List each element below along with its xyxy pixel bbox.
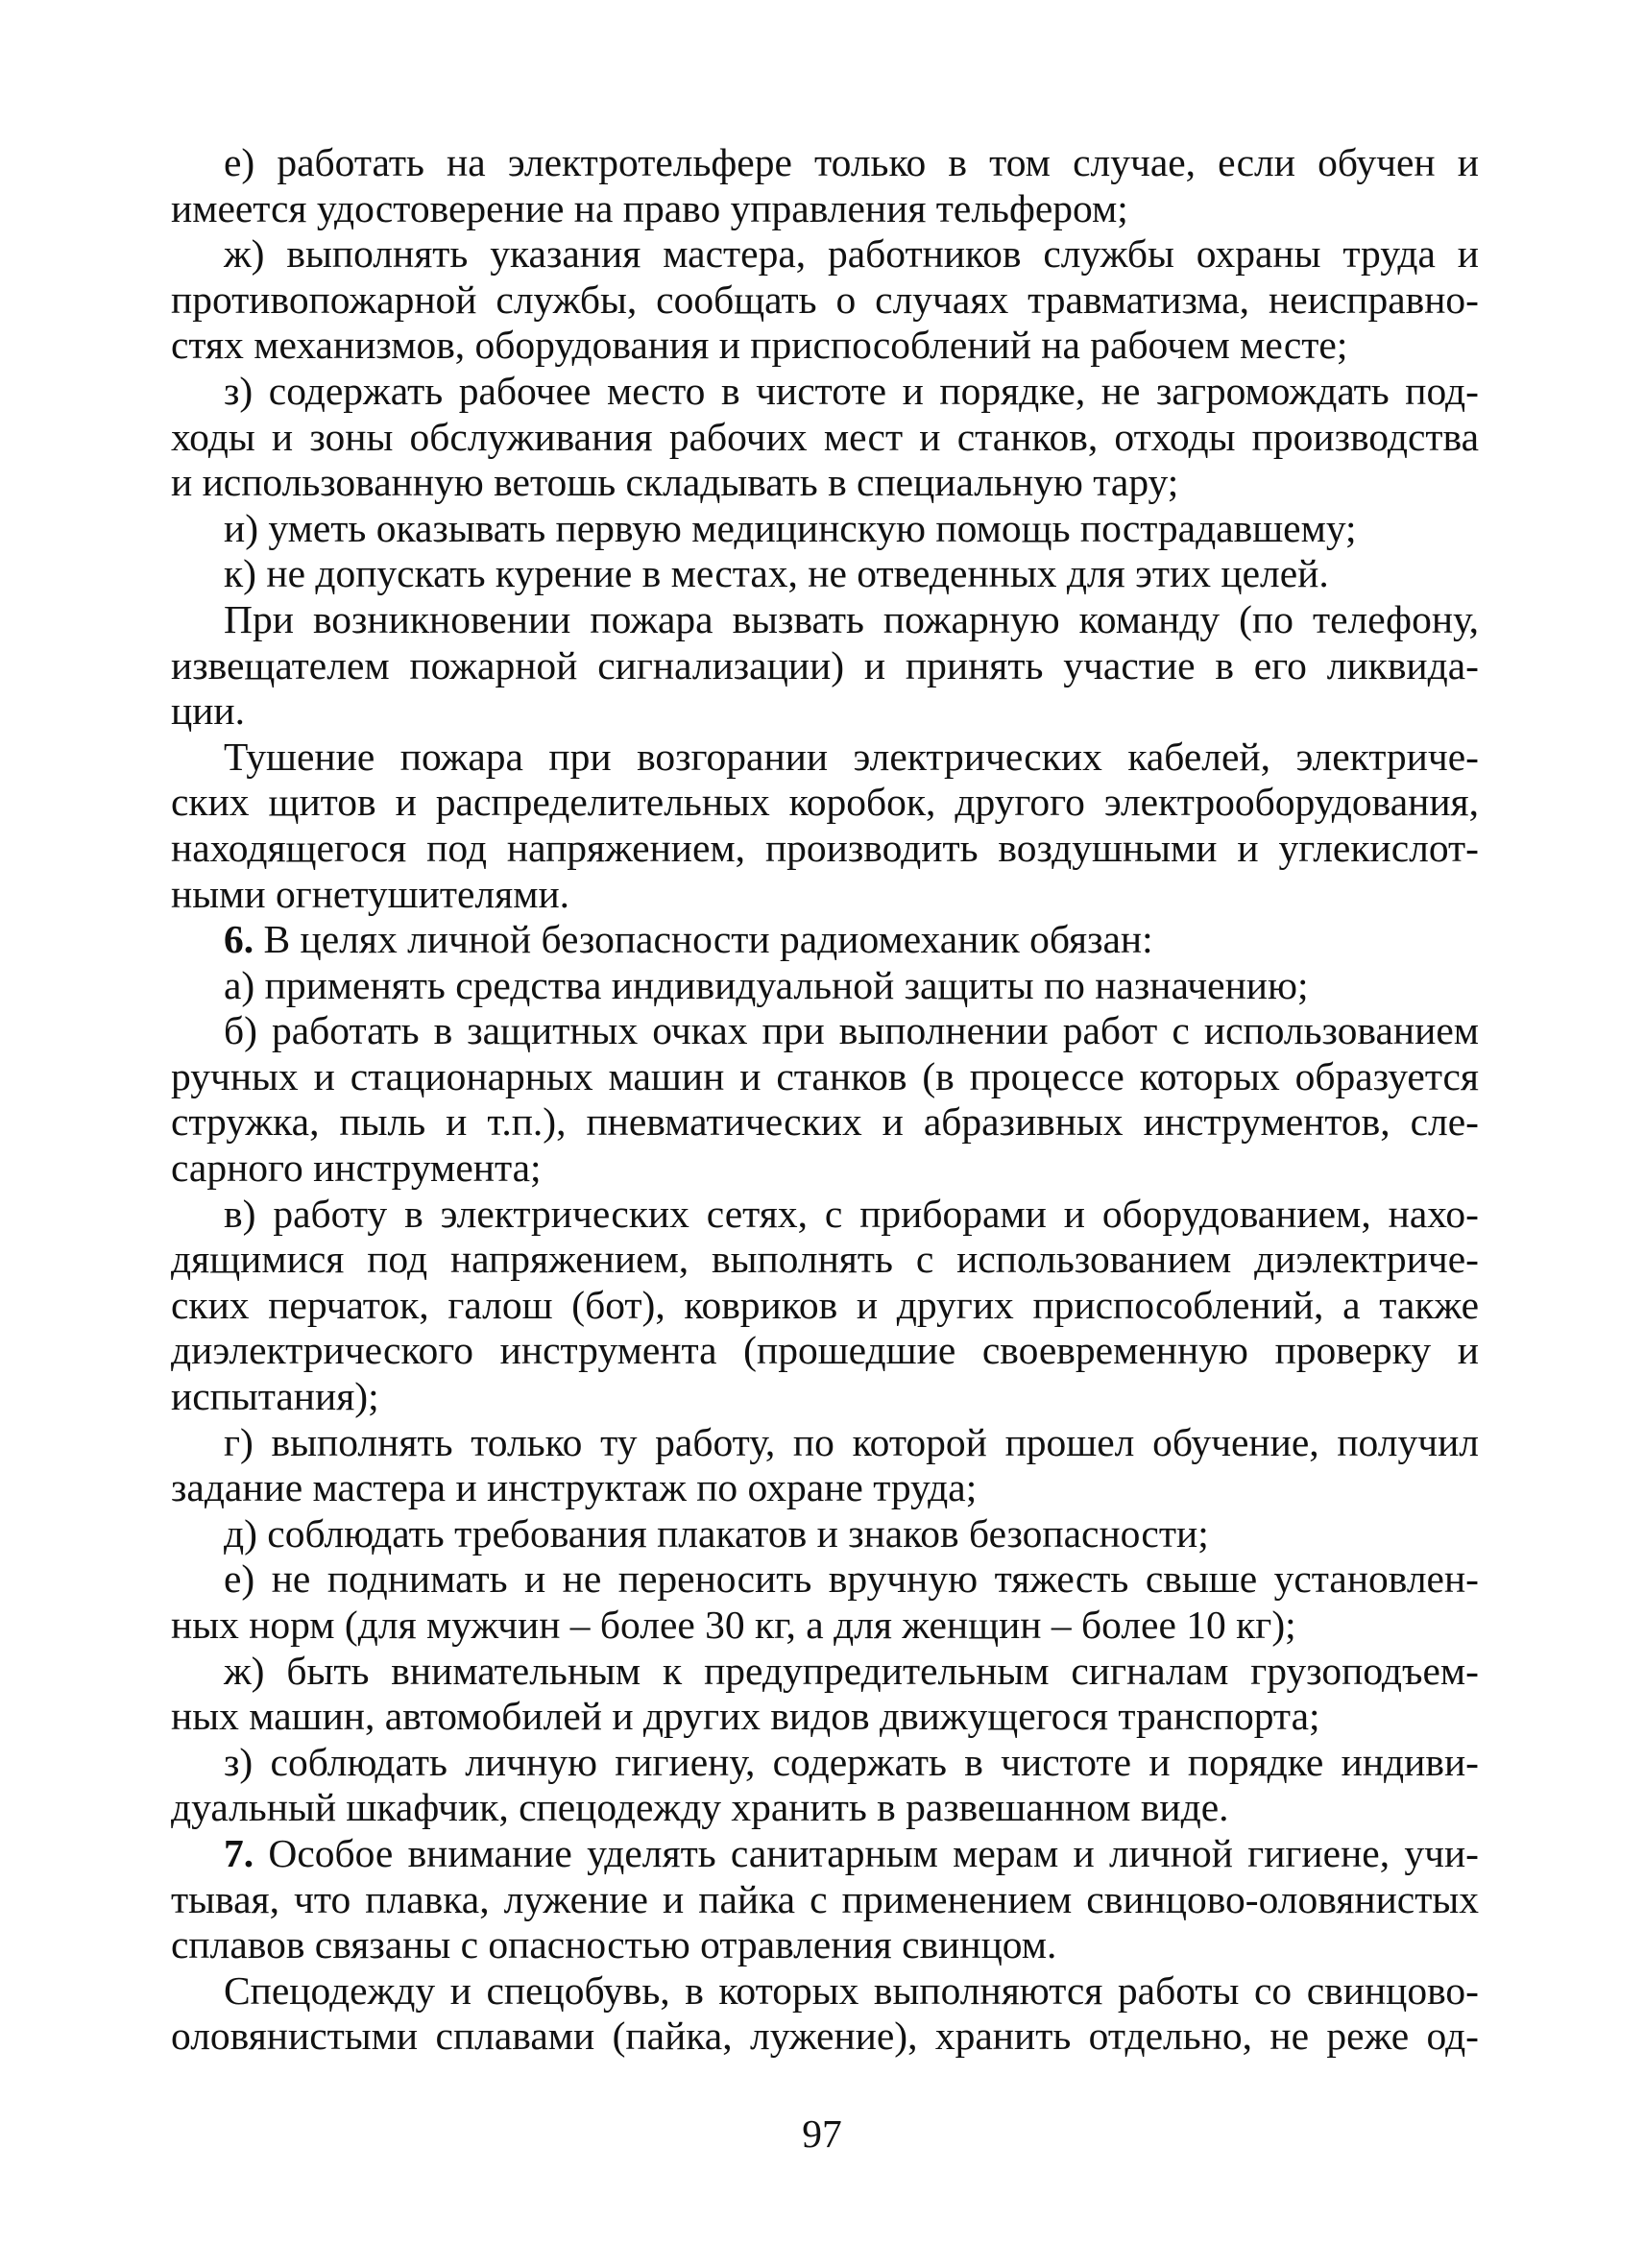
text-line xyxy=(171,1099,1479,1146)
text-line xyxy=(171,369,1479,415)
line-text: стях механизмов, оборудования и приспособлений на рабочем месте; xyxy=(171,323,1348,368)
text-line xyxy=(171,1968,1479,2015)
line-text: а) применять средства индивидуальной защиты по назначению; xyxy=(224,962,1309,1007)
line-text: ручных и стационарных машин и станков (в процессе которых образуется xyxy=(171,1053,1479,1098)
paragraph xyxy=(171,963,1479,1009)
line-text: тывая, что плавка, лужение и пайка с применением свинцово-оловянистых xyxy=(171,1876,1479,1921)
text-line xyxy=(171,1374,1479,1420)
text-line xyxy=(171,1556,1479,1603)
line-text: испытания); xyxy=(171,1374,379,1419)
text-line xyxy=(171,1831,1479,1877)
text-line xyxy=(171,1922,1479,1968)
text-line xyxy=(171,872,1479,918)
line-text: При возникновении пожара вызвать пожарную команду (по телефону, xyxy=(224,596,1479,641)
text-line xyxy=(171,1328,1479,1374)
paragraph xyxy=(171,1740,1479,1831)
paragraph xyxy=(171,506,1479,552)
text-line xyxy=(171,1237,1479,1283)
text-line xyxy=(171,643,1479,689)
text-line xyxy=(171,1740,1479,1786)
line-text: стружка, пыль и т.п.), пневматических и абразивных инструментов, сле- xyxy=(171,1099,1479,1145)
line-text: ходы и зоны обслуживания рабочих мест и станков, отходы производства xyxy=(171,414,1479,459)
text-line xyxy=(171,1054,1479,1100)
paragraph xyxy=(171,735,1479,917)
line-text: ских перчаток, галош (бот), ковриков и других приспособлений, а также xyxy=(171,1282,1479,1327)
paragraph xyxy=(171,597,1479,735)
paragraph xyxy=(171,1649,1479,1740)
paragraph xyxy=(171,917,1479,963)
text-line xyxy=(171,2014,1479,2060)
paragraph xyxy=(171,1831,1479,1968)
text-line xyxy=(171,1465,1479,1511)
text-line xyxy=(171,277,1479,324)
page-number: 97 xyxy=(802,2111,842,2156)
paragraph xyxy=(171,1008,1479,1191)
text-line xyxy=(171,1785,1479,1831)
line-text: Тушение пожара при возгорании электрических кабелей, электриче- xyxy=(224,734,1479,779)
text-line xyxy=(171,1603,1479,1649)
line-text: б) работать в защитных очках при выполнении работ с использованием xyxy=(224,1008,1479,1053)
line-text: извещателем пожарной сигнализации) и принять участие в его ликвида- xyxy=(171,642,1479,688)
text-line xyxy=(171,1192,1479,1238)
text-line xyxy=(171,1511,1479,1557)
paragraph xyxy=(171,140,1479,231)
line-text: сарного инструмента; xyxy=(171,1146,542,1191)
line-text: к) не допускать курение в местах, не отведенных для этих целей. xyxy=(224,551,1329,596)
paragraph xyxy=(171,1420,1479,1511)
line-text: ции. xyxy=(171,688,246,734)
paragraph xyxy=(171,1192,1479,1420)
text-line xyxy=(171,140,1479,186)
paragraph xyxy=(171,551,1479,597)
line-text: е) работать на электротельфере только в том случае, если обучен и xyxy=(224,140,1479,184)
line-text: имеется удостоверение на право управления тельфером; xyxy=(171,185,1128,230)
line-text: В целях личной безопасности радиомеханик обязан: xyxy=(254,917,1153,962)
text-line xyxy=(171,826,1479,872)
text-line xyxy=(171,460,1479,506)
line-text: и использованную ветошь складывать в специальную тару; xyxy=(171,460,1179,505)
text-line xyxy=(171,1008,1479,1054)
paragraph xyxy=(171,1511,1479,1557)
line-text: задание мастера и инструктаж по охране труда; xyxy=(171,1465,978,1510)
line-text: диэлектрического инструмента (прошедшие своевременную проверку и xyxy=(171,1328,1479,1373)
line-text: ных машин, автомобилей и других видов движущегося транспорта; xyxy=(171,1694,1320,1739)
paragraph xyxy=(171,1968,1479,2060)
text-line xyxy=(171,597,1479,643)
text-line xyxy=(171,231,1479,277)
line-text: Особое внимание уделять санитарным мерам и личной гигиене, учи- xyxy=(254,1830,1479,1875)
paragraph xyxy=(171,1556,1479,1648)
item-number: 7. xyxy=(224,1830,254,1875)
text-line xyxy=(171,780,1479,826)
item-number: 6. xyxy=(224,917,254,962)
text-line xyxy=(171,506,1479,552)
line-text: з) соблюдать личную гигиену, содержать в чистоте и порядке индиви- xyxy=(224,1739,1479,1784)
line-text: противопожарной службы, сообщать о случаях травматизма, неисправно- xyxy=(171,277,1479,322)
body-text xyxy=(171,140,1479,2060)
line-text: дуальный шкафчик, спецодежду хранить в развешанном виде. xyxy=(171,1785,1229,1830)
text-line xyxy=(171,917,1479,963)
line-text: дящимися под напряжением, выполнять с использованием диэлектриче- xyxy=(171,1237,1479,1282)
line-text: ж) быть внимательным к предупредительным сигналам грузоподъем- xyxy=(224,1648,1479,1693)
line-text: и) уметь оказывать первую медицинскую помощь пострадавшему; xyxy=(224,505,1357,550)
text-line xyxy=(171,735,1479,781)
text-line xyxy=(171,415,1479,461)
paragraph xyxy=(171,231,1479,369)
paragraph xyxy=(171,369,1479,506)
text-line xyxy=(171,1649,1479,1695)
line-text: е) не поднимать и не переносить вручную тяжесть свыше установлен- xyxy=(224,1556,1479,1602)
text-line xyxy=(171,1694,1479,1740)
line-text: д) соблюдать требования плакатов и знаков безопасности; xyxy=(224,1510,1209,1556)
text-line xyxy=(171,688,1479,735)
text-line xyxy=(171,963,1479,1009)
line-text: в) работу в электрических сетях, с приборами и оборудованием, нахо- xyxy=(224,1191,1479,1236)
text-line xyxy=(171,323,1479,369)
line-text: оловянистыми сплавами (пайка, лужение), хранить отдельно, не реже од- xyxy=(171,2014,1479,2059)
line-text: ными огнетушителями. xyxy=(171,871,570,916)
line-text: ж) выполнять указания мастера, работников службы охраны труда и xyxy=(224,231,1479,277)
text-line xyxy=(171,1283,1479,1329)
text-line xyxy=(171,1420,1479,1466)
line-text: сплавов связаны с опасностью отравления свинцом. xyxy=(171,1922,1057,1967)
line-text: находящегося под напряжением, производить воздушными и углекислот- xyxy=(171,825,1479,870)
text-line xyxy=(171,1146,1479,1192)
text-line xyxy=(171,186,1479,232)
line-text: Спецодежду и спецобувь, в которых выполняются работы со свинцово- xyxy=(224,1967,1479,2013)
text-line xyxy=(171,551,1479,597)
line-text: ских щитов и распределительных коробок, другого электрооборудования, xyxy=(171,780,1479,825)
line-text: ных норм (для мужчин – более 30 кг, а для женщин – более 10 кг); xyxy=(171,1603,1296,1647)
text-line xyxy=(171,1877,1479,1923)
line-text: г) выполнять только ту работу, по которой прошел обучение, получил xyxy=(224,1419,1479,1464)
line-text: з) содержать рабочее место в чистоте и порядке, не загромождать под- xyxy=(224,368,1479,413)
